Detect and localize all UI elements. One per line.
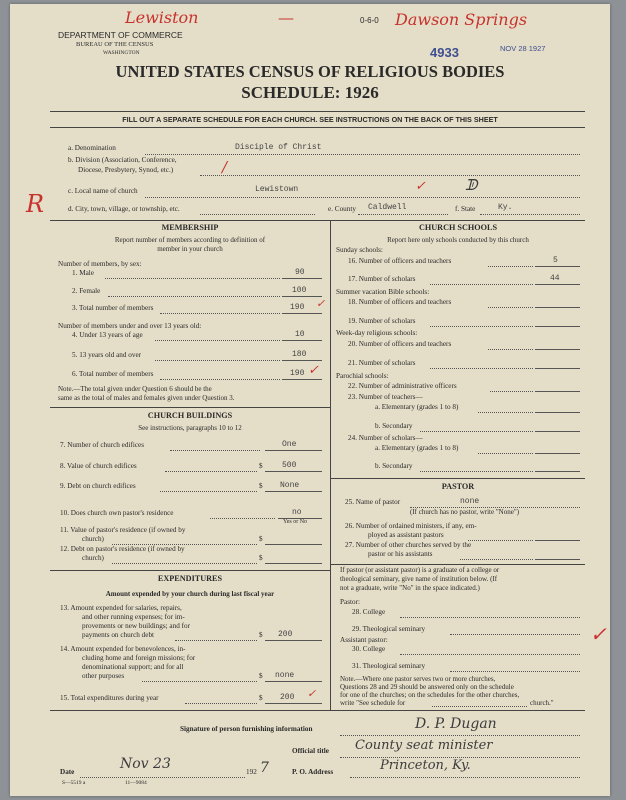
annotation-dash: — [278,8,294,27]
pastor-note-line [432,706,527,707]
q14-label-2: cluding home and foreign missions; for [82,654,196,662]
q25-value: none [460,497,480,506]
q25-note: (If church has no pastor, write "None") [410,508,520,516]
q18-line [488,307,533,308]
q8-value: 500 [282,461,297,470]
pastor-note-5: church." [530,699,554,707]
pastor-label: Pastor: [340,598,360,606]
q22-box [535,391,580,392]
schools-heading: CHURCH SCHOOLS [418,223,498,232]
grad-note-1: If pastor (or assistant pastor) is a graduate of a college or [340,566,500,574]
q16-box [535,266,580,267]
stamp-number: 4933 [430,45,459,60]
q14-label: 14. Amount expended for benevolences, in- [60,645,186,653]
q28-label: 28. College [352,608,386,616]
frame-bottom [50,710,585,711]
q4-value: 10 [295,330,305,339]
q21-box [535,368,580,369]
church-name-line [145,197,580,198]
assistant-label: Assistant pastor: [340,636,388,644]
q16-value: 5 [553,256,558,265]
division-label: b. Division (Association, Conference, [68,156,177,164]
membership-intro-2: member in your church [157,245,223,253]
membership-note-1: Note.—The total given under Question 6 should be the [58,385,212,393]
q4-box [282,340,322,341]
q30-label: 30. College [352,645,386,653]
q23a-label: a. Elementary (grades 1 to 8) [375,403,459,411]
q9-value: None [280,481,300,490]
membership-heading: MEMBERSHIP [161,223,219,232]
margin-mark-r: R [26,190,45,218]
date-value: Nov 23 [120,756,171,772]
q23a-box [535,412,580,413]
q13-dollar: $ [259,631,263,639]
q9-line [160,491,257,492]
state-value: Ky. [498,203,513,212]
division-tick: / [222,158,228,176]
q1-box [282,278,322,279]
county-label: e. County [328,205,356,213]
q25-label: 25. Name of pastor [345,498,401,506]
q6-box [282,379,322,380]
county-value: Caldwell [368,203,407,212]
q5-label: 5. 13 years old and over [72,351,142,359]
q1-label: 1. Male [72,269,94,277]
q20-line [488,349,533,350]
date-line [80,777,245,778]
q18-box [535,307,580,308]
church-name-label: c. Local name of church [68,187,138,195]
q27-box [535,559,580,560]
pastor-note-4: write "See schedule for [340,699,406,707]
signature-label: Signature of person furnishing information [180,725,313,733]
q14-box [265,681,322,682]
q24a-label: a. Elementary (grades 1 to 8) [375,444,459,452]
q7-box [265,450,322,451]
q6-label: 6. Total number of members [72,370,154,378]
q20-label: 20. Number of officers and teachers [348,340,452,348]
annotation-code: 0-6-0 [360,16,379,25]
form-number: S—5519 a [62,780,86,786]
membership-note-2: same as the total of males and females given under Question 3. [58,394,235,402]
official-title-value: County seat minister [355,738,493,753]
weekday-label: Week-day religious schools: [336,329,418,337]
q10-value: no [292,508,302,517]
q2-value: 100 [292,286,307,295]
q14-value: none [275,671,295,680]
q3-line [160,313,280,314]
church-name-scribble: ᗫ [465,176,478,194]
q15-value: 200 [280,693,295,702]
q22-label: 22. Number of administrative officers [348,382,457,390]
official-title-label: Official title [292,747,329,755]
annotation-top-left: Lewiston [125,8,199,27]
column-divider [330,220,331,710]
expenditures-rule [50,570,330,571]
denomination-value: Disciple of Christ [235,143,322,152]
pastor-note-1: Note.—Where one pastor serves two or more churches, [340,675,496,683]
q21-line [430,368,533,369]
bureau: BUREAU OF THE CENSUS [76,41,154,48]
q15-label: 15. Total expenditures during year [60,694,159,702]
city-label: d. City, town, village, or township, etc. [68,205,180,213]
buildings-sub: See instructions, paragraphs 10 to 12 [138,424,242,432]
q24b-label: b. Secondary [375,462,413,470]
county-line [358,214,448,215]
q23b-box [535,431,580,432]
frame-top [50,220,585,221]
stamp-date: NOV 28 1927 [500,44,546,53]
q8-line [165,471,257,472]
q12-label: 12. Debt on pastor's residence (if owned by [60,545,185,553]
grad-note-3: not a graduate, write "No" in the space indicated.) [340,584,480,592]
buildings-rule [50,407,330,408]
q19-label: 19. Number of scholars [348,317,416,325]
state-line [480,214,580,215]
q10-line [210,518,275,519]
q16-line [488,266,533,267]
q28-line [400,617,580,618]
q26-line [468,540,533,541]
q24b-box [535,471,580,472]
q18-label: 18. Number of officers and teachers [348,298,452,306]
q23b-label: b. Secondary [375,422,413,430]
q26-label-2: ployed as assistant pastors [368,531,444,539]
q31-label: 31. Theological seminary [352,662,426,670]
q26-label: 26. Number of ordained ministers, if any, em- [345,522,477,530]
signature-line [340,735,580,736]
expenditures-heading: EXPENDITURES [157,574,223,583]
vacation-label: Summer vacation Bible schools: [336,288,430,296]
q13-line [175,640,257,641]
signature-value: D. P. Dugan [415,716,497,732]
annotation-top-right: Dawson Springs [395,10,528,29]
q3-label: 3. Total number of members [72,304,154,312]
instruction-line: FILL OUT A SEPARATE SCHEDULE FOR EACH CHURCH. SEE INSTRUCTIONS ON THE BACK OF THIS SHEET [122,115,498,124]
pastor-note-3: for one of the churches; on the schedules for the other churches, [340,691,520,699]
grad-rule [331,564,585,565]
q9-label: 9. Debt on church edifices [60,482,136,490]
pastor-note-2: Questions 28 and 29 should be answered only on the schedule [340,683,514,691]
q15-check: ✓ [307,687,317,700]
q15-box [265,703,322,704]
q13-value: 200 [278,630,293,639]
q2-label: 2. Female [72,287,101,295]
q13-box [265,640,322,641]
under-over-label: Number of members under and over 13 years old: [58,322,202,330]
grad-note-2: theological seminary, give name of institution below. (If [340,575,498,583]
q14-dollar: $ [259,672,263,680]
q19-line [430,326,533,327]
q15-dollar: $ [259,694,263,702]
q23b-line [420,431,533,432]
q27-label-2: pastor or his assistants [368,550,433,558]
q13-label-4: payments on church debt [82,631,155,639]
q20-box [535,349,580,350]
q11-label-2: church) [82,535,104,543]
form-number-2: 11—9084 [125,780,147,786]
q4-line [155,340,280,341]
q4-label: 4. Under 13 years of age [72,331,143,339]
buildings-heading: CHURCH BUILDINGS [147,411,233,420]
q5-box [282,360,322,361]
header-rule-bottom [50,127,585,128]
pastor-heading: PASTOR [441,482,475,491]
q15-line [185,703,257,704]
q5-line [155,360,280,361]
by-sex-label: Number of members, by sex: [58,260,142,268]
q11-box [265,544,322,545]
q17-value: 44 [550,274,560,283]
date-label: Date [60,768,75,776]
denomination-line [145,154,580,155]
q14-label-4: other purposes [82,672,125,680]
q24b-line [420,471,533,472]
q7-label: 7. Number of church edifices [60,441,145,449]
q8-label: 8. Value of church edifices [60,462,137,470]
q29-label: 29. Theological seminary [352,625,426,633]
q8-box [265,471,322,472]
q7-value: One [282,440,297,449]
expenditures-sub: Amount expended by your church during last fiscal year [105,590,275,598]
q6-check: ✓ [308,363,319,378]
q11-dollar: $ [259,535,263,543]
q17-line [430,284,533,285]
q7-line [170,450,260,451]
q11-label: 11. Value of pastor's residence (if owned by [60,526,186,534]
q19-box [535,326,580,327]
q27-label: 27. Number of other churches served by the [345,541,472,549]
q29-line [450,634,580,635]
q17-label: 17. Number of scholars [348,275,416,283]
form-title: UNITED STATES CENSUS OF RELIGIOUS BODIES [115,62,505,81]
year-value: 7 [260,760,269,776]
division-label-2: Diocese, Presbytery, Synod, etc.) [78,166,174,174]
q9-dollar: $ [259,482,263,490]
q3-value: 190 [290,303,305,312]
q24a-box [535,453,580,454]
q26-box [535,540,580,541]
q23a-line [478,412,533,413]
q23-label: 23. Number of teachers— [348,393,423,401]
po-address-value: Princeton, Ky. [380,758,471,773]
denomination-label: a. Denomination [68,144,116,152]
q12-label-2: church) [82,554,104,562]
q10-note: Yes or No [283,519,308,525]
department: DEPARTMENT OF COMMERCE [58,30,183,40]
q13-label: 13. Amount expended for salaries, repairs, [60,604,182,612]
q24a-line [478,453,533,454]
q2-line [108,296,280,297]
q24-label: 24. Number of scholars— [348,434,423,442]
q1-line [105,278,280,279]
po-address-line [350,777,580,778]
q9-box [265,491,322,492]
q5-value: 180 [292,350,307,359]
check-mark-1: ✓ [415,179,426,194]
q21-label: 21. Number of scholars [348,359,416,367]
right-margin-check: ✓ [590,622,607,646]
membership-intro-1: Report number of members according to definition of [114,236,266,244]
city: WASHINGTON [103,50,140,56]
state-label: f. State [455,205,476,213]
q12-dollar: $ [259,554,263,562]
q16-label: 16. Number of officers and teachers [348,257,452,265]
pastor-rule [331,478,585,479]
q27-line [460,559,533,560]
q3-box [282,313,322,314]
po-address-label: P. O. Address [292,768,334,776]
church-name-value: Lewistown [255,185,299,194]
header-rule-top [50,111,585,112]
year-prefix: 192 [246,768,257,776]
q12-box [265,563,322,564]
q6-line [160,379,280,380]
parochial-label: Parochial schools: [336,372,389,380]
q12-line [112,563,257,564]
schools-intro: Report here only schools conducted by this church [387,236,529,244]
q14-line [142,681,257,682]
q1-value: 90 [295,268,305,277]
q17-box [535,284,580,285]
sunday-label: Sunday schools: [336,246,383,254]
q10-label: 10. Does church own pastor's residence [60,509,174,517]
q30-line [400,654,580,655]
q6-value: 190 [290,369,305,378]
city-line [200,214,315,215]
form-subtitle: SCHEDULE: 1926 [241,83,379,102]
q13-label-2: and other running expenses; for im- [82,613,185,621]
census-schedule-sheet [10,4,610,796]
q3-check: ✓ [316,297,326,310]
q22-line [490,391,533,392]
q8-dollar: $ [259,462,263,470]
q13-label-3: provements or new buildings; and for [82,622,190,630]
q31-line [450,671,580,672]
q14-label-3: denominational support; and for all [82,663,184,671]
division-line [200,175,580,176]
